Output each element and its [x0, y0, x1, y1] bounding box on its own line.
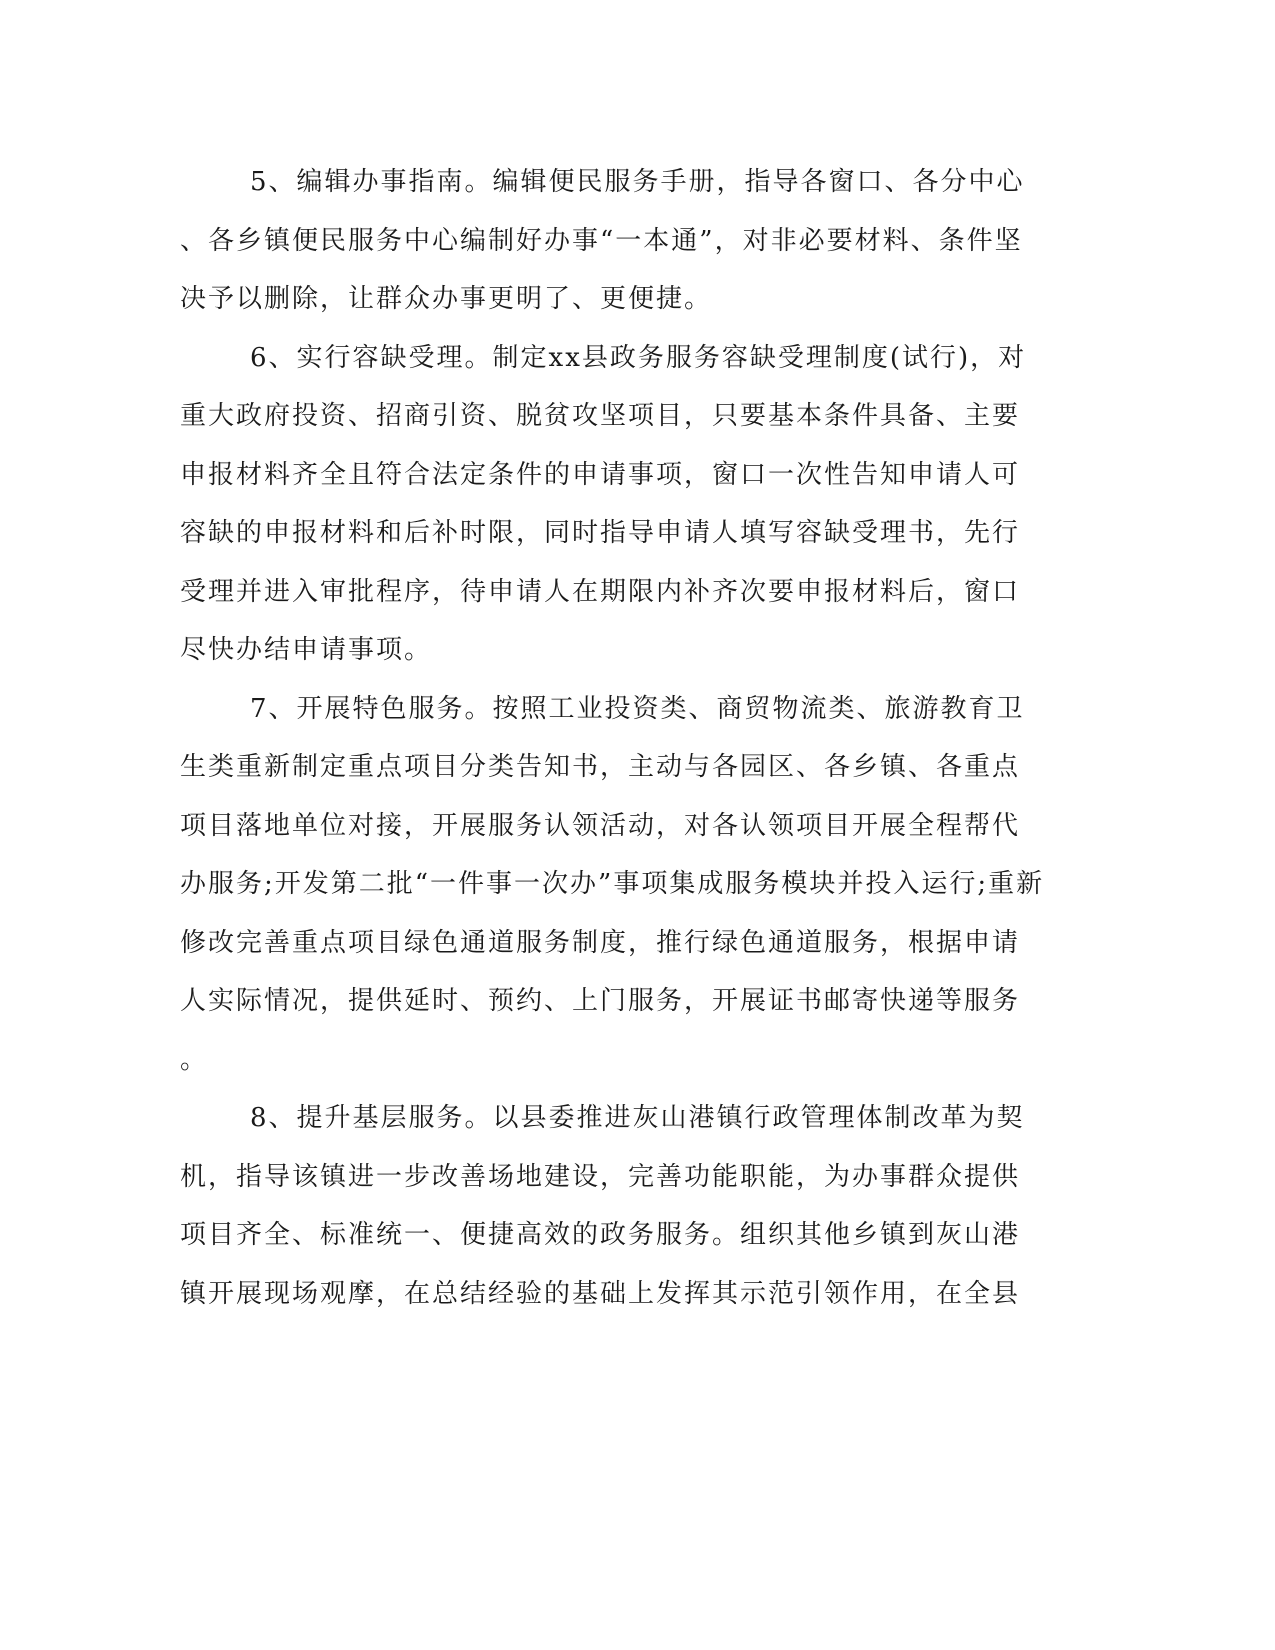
- paragraph-8: [180, 1089, 1040, 1323]
- paragraph-line: 办服务;开发第二批“一件事一次办”事项集成服务模块并投入运行;重新: [180, 869, 1045, 899]
- paragraph-line: 容缺的申报材料和后补时限，同时指导申请人填写容缺受理书，先行: [180, 518, 1021, 548]
- paragraph-line: 6、实行容缺受理。制定xx县政务服务容缺受理制度(试行)，对: [250, 342, 1027, 373]
- paragraph-line: 决予以删除，让群众办事更明了、更便捷。: [180, 284, 713, 314]
- document-body: [180, 153, 1045, 1323]
- paragraph-line: 7、开展特色服务。按照工业投资类、商贸物流类、旅游教育卫: [250, 693, 1025, 724]
- paragraph-line: 。: [180, 1044, 209, 1075]
- paragraph-6: [180, 329, 1040, 680]
- paragraph-line: 重大政府投资、招商引资、脱贫攻坚项目，只要基本条件具备、主要: [180, 401, 1021, 431]
- paragraph-line: 项目落地单位对接，开展服务认领活动，对各认领项目开展全程帮代: [180, 810, 1021, 841]
- paragraph-line: 申报材料齐全且符合法定条件的申请事项，窗口一次性告知申请人可: [180, 459, 1021, 490]
- paragraph-line: 受理并进入审批程序，待申请人在期限内补齐次要申报材料后，窗口: [180, 576, 1021, 607]
- paragraph-line: 机，指导该镇进一步改善场地建设，完善功能职能，为办事群众提供: [180, 1161, 1021, 1192]
- paragraph-line: 修改完善重点项目绿色通道服务制度，推行绿色通道服务，根据申请: [180, 927, 1021, 958]
- paragraph-7: [180, 680, 1045, 1090]
- paragraph-line: 、各乡镇便民服务中心编制好办事“一本通”，对非必要材料、条件坚: [180, 225, 1023, 256]
- paragraph-line: 8、提升基层服务。以县委推进灰山港镇行政管理体制改革为契: [250, 1103, 1025, 1133]
- paragraph-line: 尽快办结申请事项。: [180, 635, 433, 665]
- paragraph-line: 生类重新制定重点项目分类告知书，主动与各园区、各乡镇、各重点: [180, 752, 1021, 782]
- paragraph-line: 5、编辑办事指南。编辑便民服务手册，指导各窗口、各分中心: [250, 167, 1025, 197]
- paragraph-line: 项目齐全、标准统一、便捷高效的政务服务。组织其他乡镇到灰山港: [180, 1220, 1021, 1250]
- paragraph-line: 人实际情况，提供延时、预约、上门服务，开展证书邮寄快递等服务: [180, 986, 1021, 1016]
- paragraph-5: [180, 153, 1040, 329]
- paragraph-line: 镇开展现场观摩，在总结经验的基础上发挥其示范引领作用，在全县: [180, 1278, 1021, 1309]
